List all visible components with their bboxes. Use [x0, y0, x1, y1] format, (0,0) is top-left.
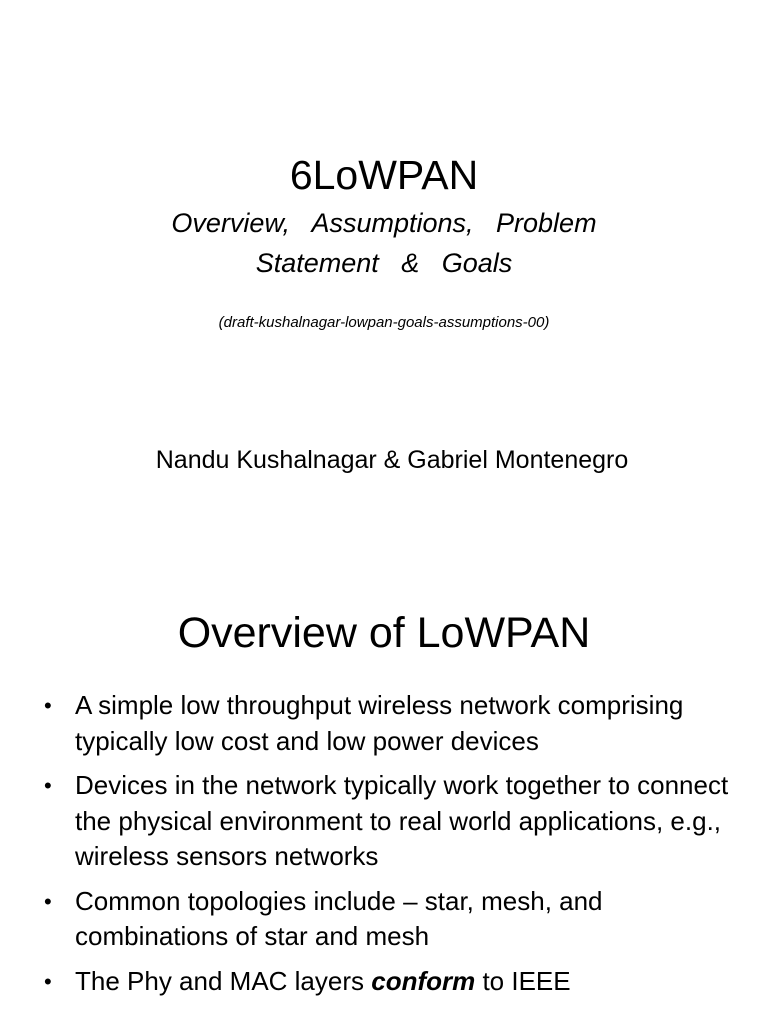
presentation-title: 6LoWPAN: [289, 152, 479, 198]
presentation-subtitle: [0, 203, 768, 283]
bullet-list: [44, 688, 744, 1008]
draft-name: (draft-kushalnagar-lowpan-goals-assumptions-00): [218, 314, 550, 331]
bullet-item: [44, 768, 744, 875]
bullet-text: Devices in the network typically work together to connect the physical environment to real world applications, e.g., wireless sensors networks: [75, 770, 729, 871]
bullet-item: [44, 884, 744, 955]
bullet-text-after: to IEEE: [475, 965, 571, 996]
bullet-icon: •: [44, 888, 52, 914]
bullet-text: [75, 966, 571, 996]
bullet-text: A simple low throughput wireless network comprising typically low cost and low power devices: [75, 690, 684, 756]
bullet-text-emphasis: conform: [371, 965, 476, 996]
bullet-icon: •: [44, 693, 52, 718]
bullet-item: [44, 964, 744, 1000]
bullet-icon: •: [44, 968, 52, 994]
subtitle-line-2: Statement & Goals: [255, 248, 513, 278]
bullet-text-before: The Phy and MAC layers: [75, 965, 372, 996]
bullet-item: [44, 688, 744, 759]
subtitle-line-1: Overview, Assumptions, Problem: [171, 208, 597, 238]
bullet-text: Common topologies include – star, mesh, and combinations of star and mesh: [75, 885, 603, 951]
authors: Nandu Kushalnagar & Gabriel Montenegro: [155, 446, 629, 474]
bullet-icon: •: [44, 773, 52, 798]
overview-slide: [0, 560, 768, 1024]
slide-title: Overview of LoWPAN: [177, 609, 591, 657]
